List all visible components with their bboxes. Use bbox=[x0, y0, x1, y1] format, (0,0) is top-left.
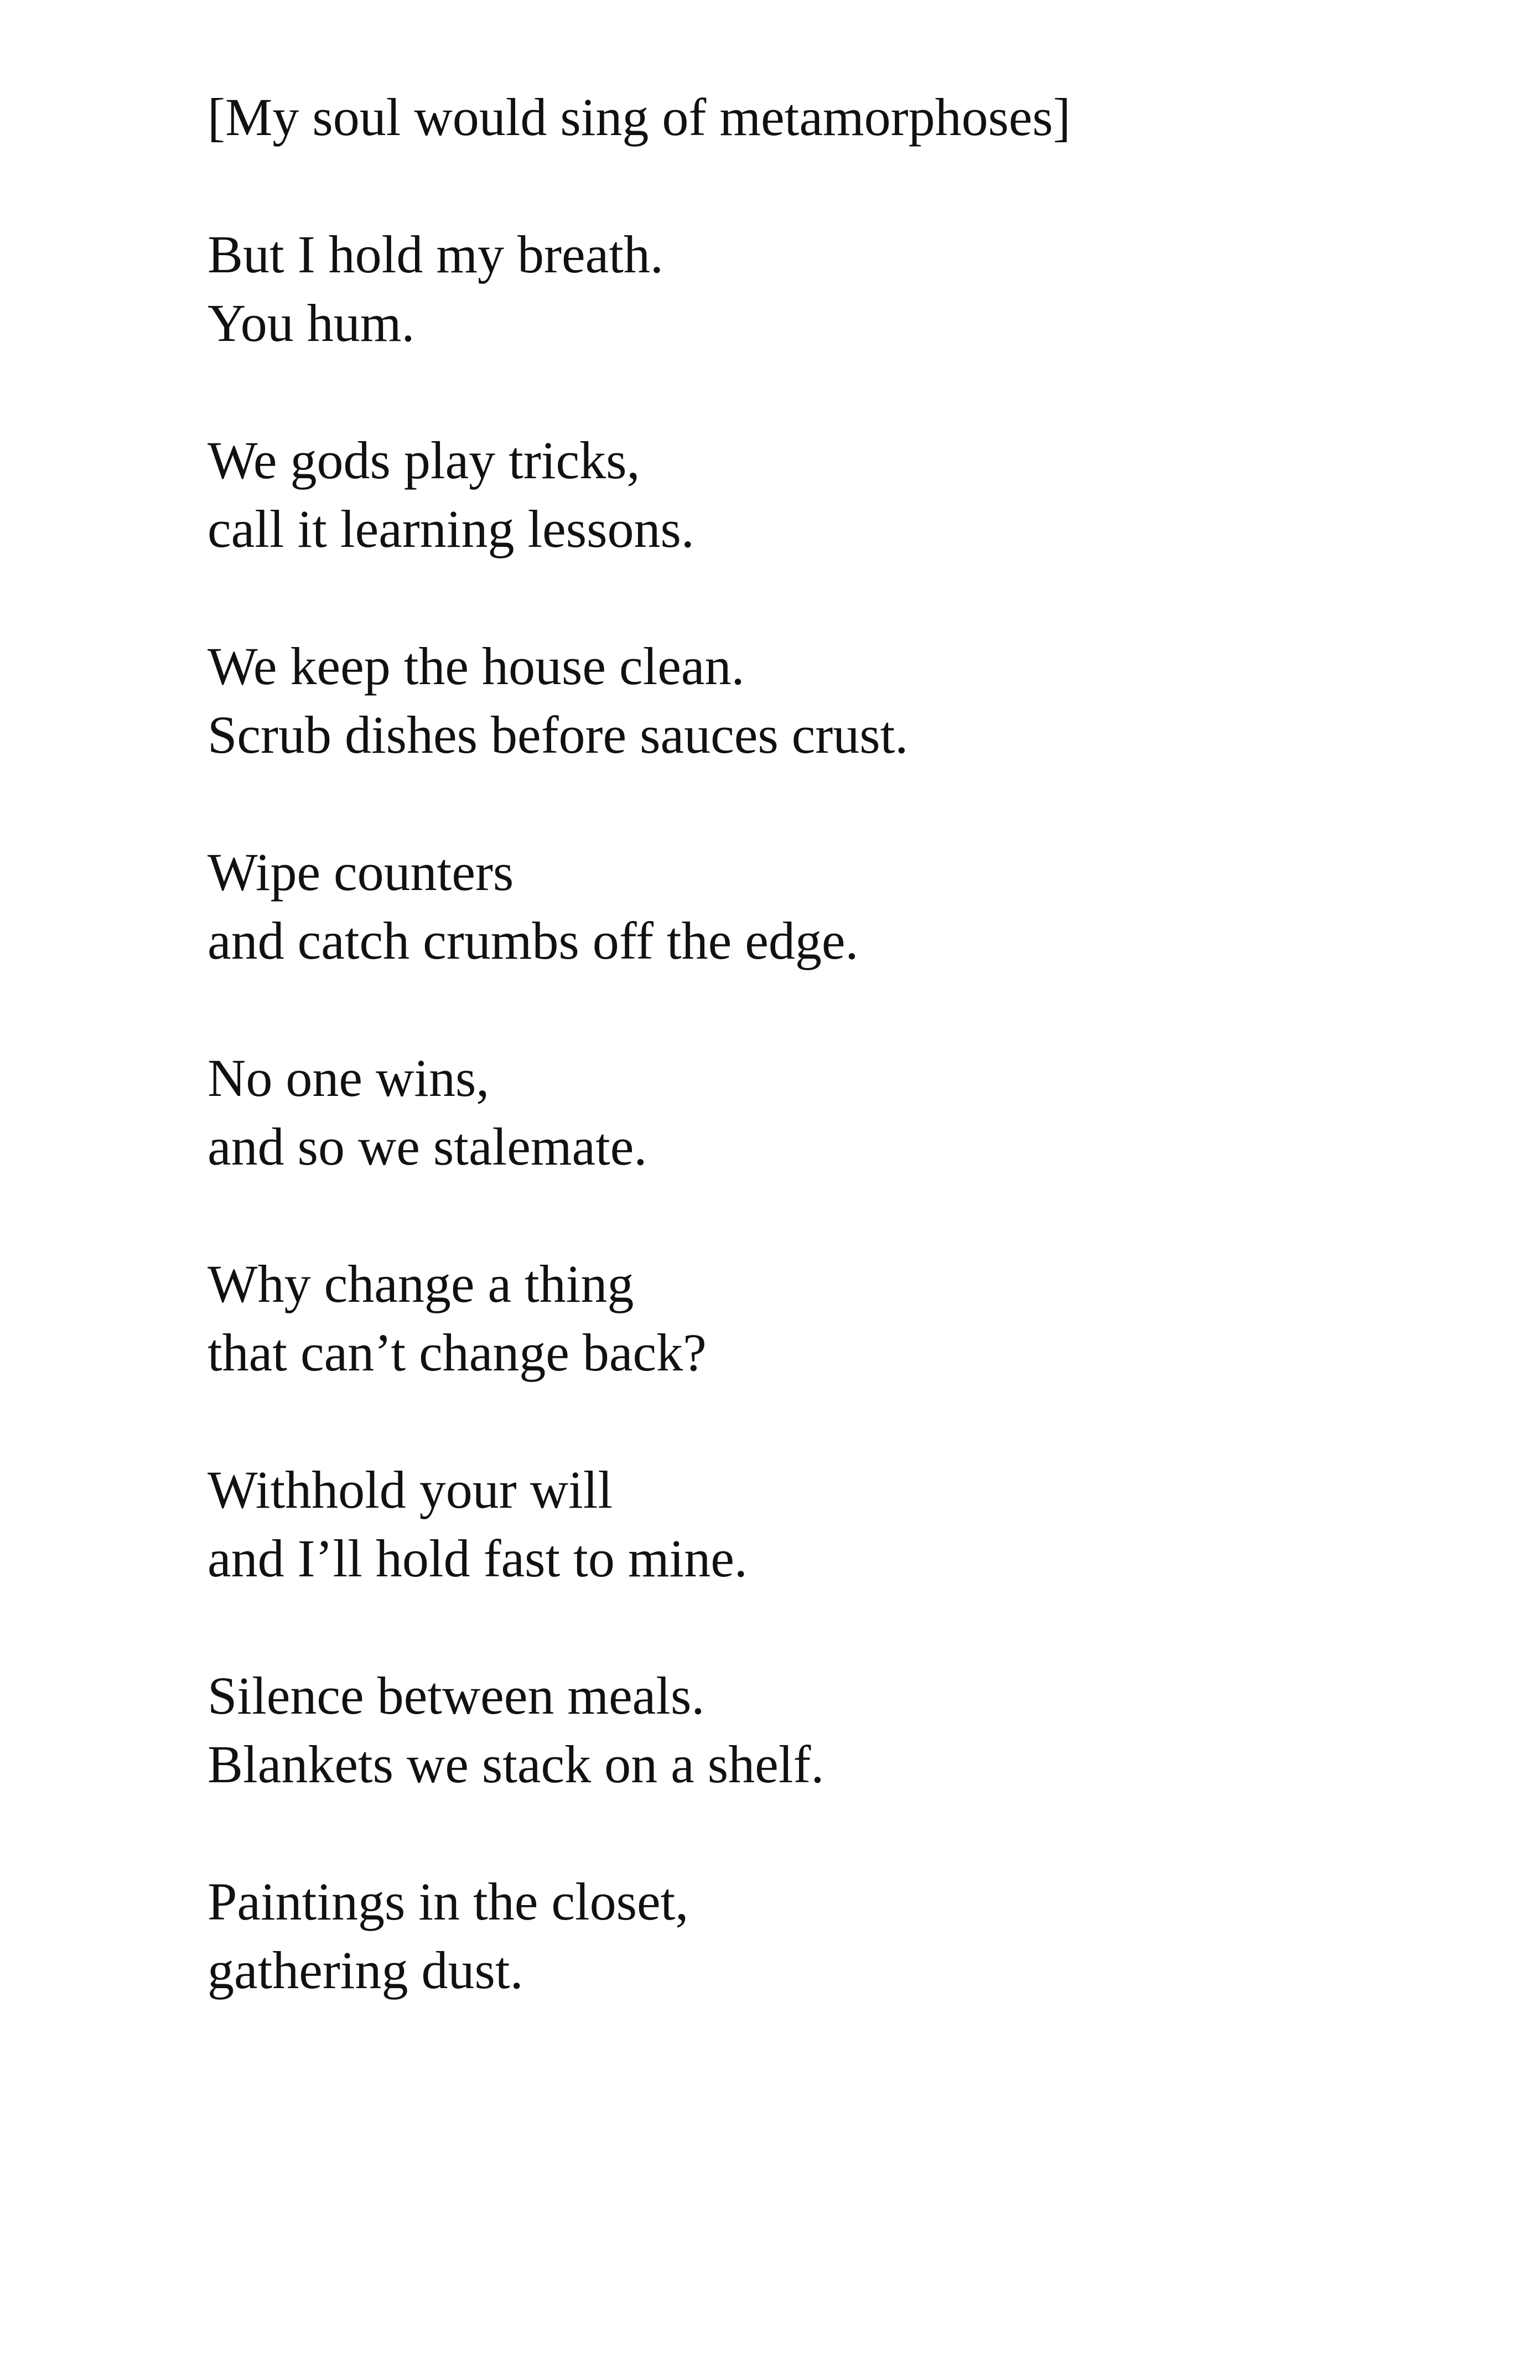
stanza-4 bbox=[208, 838, 1480, 975]
poem-line: Withhold your will bbox=[208, 1460, 613, 1519]
poem-line: No one wins, bbox=[208, 1048, 490, 1108]
poem-line: Scrub dishes before sauces crust. bbox=[208, 705, 909, 764]
poem-line: Why change a thing bbox=[208, 1254, 634, 1313]
stanza-8 bbox=[208, 1662, 1480, 1799]
stanza-6 bbox=[208, 1250, 1480, 1387]
stanza-7 bbox=[208, 1456, 1480, 1593]
poem-line: Paintings in the closet, bbox=[208, 1872, 689, 1931]
stanza-3 bbox=[208, 632, 1480, 769]
poem-line: and I’ll hold fast to mine. bbox=[208, 1529, 748, 1588]
poem-line: and so we stalemate. bbox=[208, 1117, 647, 1176]
poem-line: Silence between meals. bbox=[208, 1666, 705, 1725]
stanza-2 bbox=[208, 426, 1480, 563]
poem-line: We keep the house clean. bbox=[208, 637, 745, 696]
poem-line: call it learning lessons. bbox=[208, 499, 694, 558]
poem-title: [My soul would sing of metamorphoses] bbox=[208, 87, 1071, 147]
poem-line: Wipe counters bbox=[208, 842, 514, 902]
poem-line: gathering dust. bbox=[208, 1941, 523, 2000]
poem bbox=[208, 83, 1480, 2073]
poem-line: that can’t change back? bbox=[208, 1323, 707, 1382]
poem-line: We gods play tricks, bbox=[208, 431, 640, 490]
poem-line: You hum. bbox=[208, 293, 415, 353]
stanza-9 bbox=[208, 1867, 1480, 2005]
stanza-5 bbox=[208, 1044, 1480, 1181]
stanza-1 bbox=[208, 220, 1480, 358]
poem-line: and catch crumbs off the edge. bbox=[208, 911, 859, 970]
poem-line: Blankets we stack on a shelf. bbox=[208, 1735, 825, 1794]
poem-line: But I hold my breath. bbox=[208, 225, 663, 284]
